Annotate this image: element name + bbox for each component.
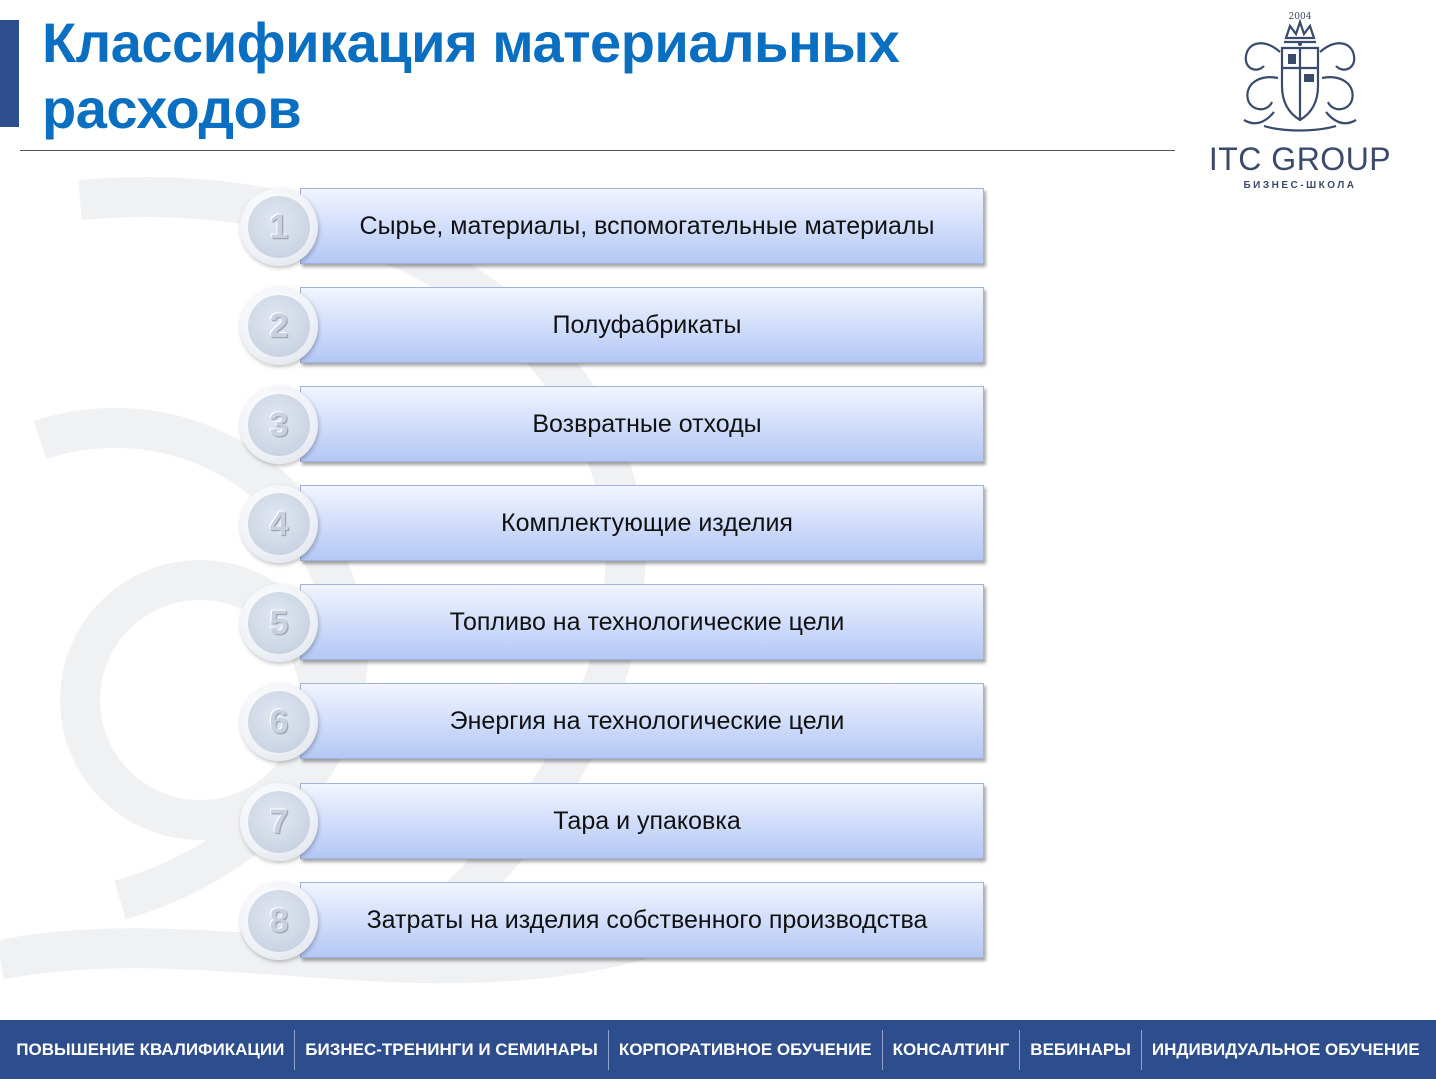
item-box: Затраты на изделия собственного производства	[300, 882, 984, 958]
number-badge	[240, 783, 318, 861]
slide-title	[42, 10, 1042, 142]
logo-name: ITC GROUP	[1208, 141, 1392, 177]
title-line-2: расходов	[42, 77, 302, 140]
number-badge	[240, 485, 318, 563]
title-divider	[20, 150, 1175, 151]
logo-year: 2004	[1288, 12, 1312, 22]
number-badge	[240, 188, 318, 266]
number-badge	[240, 386, 318, 464]
list-item	[240, 485, 990, 565]
number-label: 7	[248, 791, 310, 853]
number-label: 6	[248, 691, 310, 753]
number-label: 2	[248, 295, 310, 357]
list-item	[240, 287, 990, 367]
item-box: Сырье, материалы, вспомогательные материалы	[300, 188, 984, 264]
title-accent-bar	[0, 20, 19, 127]
footer-bar	[0, 1020, 1436, 1079]
number-badge	[240, 882, 318, 960]
list-item	[240, 584, 990, 664]
list-item	[240, 683, 990, 763]
footer-link-consulting[interactable]: КОНСАЛТИНГ	[892, 1039, 1010, 1059]
item-box: Комплектующие изделия	[300, 485, 984, 561]
number-label: 3	[248, 394, 310, 456]
title-line-1: Классификация материальных	[42, 11, 900, 74]
footer-link-corporate[interactable]: КОРПОРАТИВНОЕ ОБУЧЕНИЕ	[618, 1039, 872, 1059]
footer-link-individual[interactable]: ИНДИВИДУАЛЬНОЕ ОБУЧЕНИЕ	[1151, 1039, 1420, 1059]
item-box: Возвратные отходы	[300, 386, 984, 462]
number-label: 5	[248, 592, 310, 654]
logo-subtitle: БИЗНЕС-ШКОЛА	[1243, 180, 1357, 191]
number-badge	[240, 287, 318, 365]
number-badge	[240, 683, 318, 761]
number-label: 8	[248, 890, 310, 952]
item-box: Энергия на технологические цели	[300, 683, 984, 759]
crest-icon	[1224, 8, 1376, 136]
list-item	[240, 188, 990, 268]
footer-link-webinars[interactable]: ВЕБИНАРЫ	[1030, 1039, 1131, 1059]
list-item	[240, 882, 990, 962]
list-item	[240, 783, 990, 863]
itc-group-logo	[1200, 8, 1400, 193]
list-item	[240, 386, 990, 466]
number-label: 4	[248, 493, 310, 555]
number-badge	[240, 584, 318, 662]
footer-link-trainings[interactable]: БИЗНЕС-ТРЕНИНГИ И СЕМИНАРЫ	[305, 1039, 598, 1059]
footer-link-qualification[interactable]: ПОВЫШЕНИЕ КВАЛИФИКАЦИИ	[16, 1039, 285, 1059]
item-box: Тара и упаковка	[300, 783, 984, 859]
item-box: Топливо на технологические цели	[300, 584, 984, 660]
item-box: Полуфабрикаты	[300, 287, 984, 363]
number-label: 1	[248, 196, 310, 258]
